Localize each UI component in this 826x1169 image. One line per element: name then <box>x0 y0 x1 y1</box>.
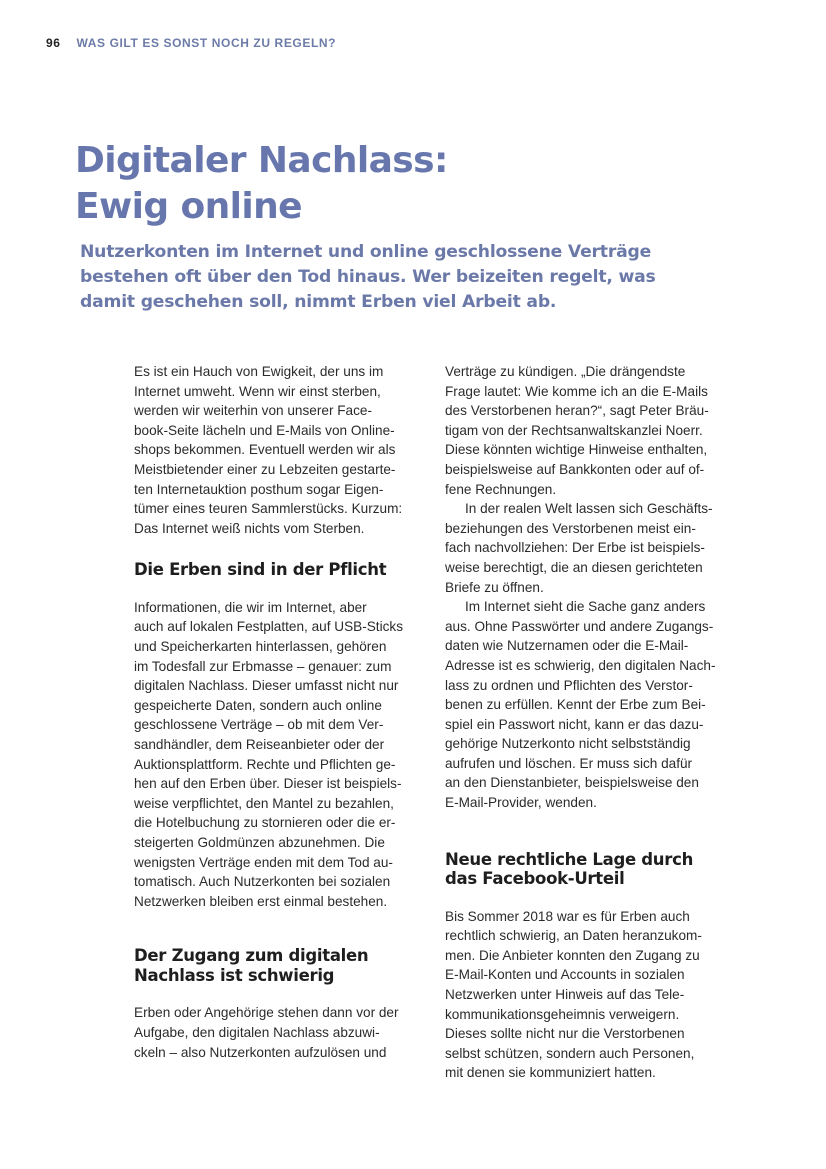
text-line: Dieses sollte nicht nur die Verstorbenen <box>445 1026 685 1042</box>
text-line: Meistbietender einer zu Lebzeiten gestarte- <box>134 461 396 477</box>
text-line: wenigsten Verträge enden mit dem Tod au- <box>134 854 393 870</box>
text-line: gespeicherte Daten, sondern auch online <box>134 697 382 713</box>
text-line: Netzwerken unter Hinweis auf das Tele- <box>445 987 685 1003</box>
text-line: Aufgabe, den digitalen Nachlass abzuwi- <box>134 1024 380 1040</box>
text-line: ten Internetauktion posthum sogar Eigen- <box>134 481 384 497</box>
text-line: aus. Ohne Passwörter und andere Zugangs- <box>445 618 714 634</box>
text-line: hen auf den Erben über. Dieser ist beispiels- <box>134 776 402 792</box>
title-line: Ewig online <box>75 186 302 227</box>
heading-line: Die Erben sind in der Pflicht <box>134 560 387 580</box>
text-line: Frage lautet: Wie komme ich an die E-Mails <box>445 383 708 399</box>
lead-line: Nutzerkonten im Internet und online geschlossene Verträge <box>80 242 652 262</box>
text-line: fach nachvollziehen: Der Erbe ist beispiels- <box>445 540 705 556</box>
text-line: im Todesfall zur Erbmasse – genauer: zum <box>134 658 392 674</box>
body-paragraph <box>445 597 745 813</box>
text-line: Diese könnten wichtige Hinweise enthalten, <box>445 442 708 458</box>
text-line: lass zu ordnen und Pflichten des Verstor- <box>445 677 693 693</box>
text-line: gehörige Nutzerkonto nicht selbstständig <box>445 736 691 752</box>
body-paragraph <box>445 362 745 499</box>
text-line: Netzwerken bleiben erst einmal bestehen. <box>134 893 388 909</box>
text-line: E-Mail-Konten und Accounts in sozialen <box>445 967 685 983</box>
article-title <box>75 138 448 230</box>
text-line: shops bekommen. Eventuell werden wir als <box>134 442 396 458</box>
right-column <box>445 362 745 1083</box>
section-paragraph <box>134 598 434 912</box>
title-line: Digitaler Nachlass: <box>75 140 448 181</box>
text-line: beziehungen des Verstorbenen meist ein- <box>445 520 696 536</box>
text-line: digitalen Nachlass. Dieser umfasst nicht nur <box>134 678 399 694</box>
text-line: spiel ein Passwort nicht, kann er das dazu- <box>445 716 704 732</box>
section-paragraph <box>134 1003 434 1062</box>
text-line: sandhändler, dem Reiseanbieter oder der <box>134 737 385 752</box>
text-line: Briefe zu öffnen. <box>445 579 544 595</box>
text-line: geschlossene Verträge – ob mit dem Ver- <box>134 717 384 733</box>
text-line: werden wir weiterhin von unserer Face- <box>134 403 372 419</box>
heading-line: Neue rechtliche Lage durch <box>445 849 694 869</box>
text-line: Im Internet sieht die Sache ganz anders <box>465 599 706 615</box>
section-heading <box>134 946 434 985</box>
text-line: In der realen Welt lassen sich Geschäfts- <box>465 501 713 517</box>
text-line: daten wie Nutzernamen oder die E-Mail- <box>445 638 689 654</box>
text-line: und Speicherkarten hinterlassen, gehören <box>134 639 387 655</box>
text-line: an den Dienstanbieter, beispielsweise den <box>445 775 699 791</box>
text-line: mit denen sie kommuniziert hatten. <box>445 1065 656 1081</box>
text-line: des Verstorbenen heran?“, sagt Peter Bräu- <box>445 403 709 419</box>
text-line: beispielsweise auf Bankkonten oder auf of- <box>445 461 705 477</box>
text-line: selbst schützen, sondern auch Personen, <box>445 1045 695 1061</box>
text-line: weise berechtigt, die an diesen gerichteten <box>445 559 703 575</box>
heading-line: Nachlass ist schwierig <box>134 965 335 985</box>
text-line: men. Die Anbieter konnten den Zugang zu <box>445 947 700 963</box>
text-line: Internet umweht. Wenn wir einst sterben, <box>134 383 381 399</box>
text-line: E-Mail-Provider, wenden. <box>445 795 597 811</box>
text-line: auch auf lokalen Festplatten, auf USB-Sticks <box>134 619 403 635</box>
heading-line: das Facebook-Urteil <box>445 869 625 889</box>
left-column <box>134 362 434 1062</box>
text-line: aufrufen und löschen. Er muss sich dafür <box>445 755 693 771</box>
text-line: Auktionsplattform. Rechte und Pflichten ge- <box>134 756 396 772</box>
text-line: Adresse ist es schwierig, den digitalen Nach- <box>445 657 716 673</box>
lead-line: damit geschehen soll, nimmt Erben viel Arbeit ab. <box>80 292 557 312</box>
heading-line: Der Zugang zum digitalen <box>134 946 369 966</box>
text-line: Erben oder Angehörige stehen dann vor der <box>134 1005 399 1021</box>
text-line: tomatisch. Auch Nutzerkonten bei sozialen <box>134 874 391 890</box>
article-lead <box>80 240 656 315</box>
text-line: fene Rechnungen. <box>445 481 557 497</box>
text-line: kommunikationsgeheimnis verweigern. <box>445 1006 680 1022</box>
lead-line: bestehen oft über den Tod hinaus. Wer beizeiten regelt, was <box>80 267 656 287</box>
text-line: ckeln – also Nutzerkonten aufzulösen und <box>134 1044 387 1060</box>
text-line: Das Internet weiß nichts vom Sterben. <box>134 520 365 536</box>
text-line: benen zu erfüllen. Kennt der Erbe zum Bei- <box>445 697 706 713</box>
body-paragraph <box>445 499 745 597</box>
section-heading <box>134 560 434 580</box>
text-line: die Hotelbuchung zu stornieren oder die er- <box>134 815 396 831</box>
text-line: tümer eines teuren Sammlerstücks. Kurzum: <box>134 501 403 517</box>
text-line: tigam von der Rechtsanwaltskanzlei Noerr. <box>445 422 703 438</box>
section-paragraph <box>445 907 745 1083</box>
text-line: Verträge zu kündigen. „Die drängendste <box>445 364 686 379</box>
text-line: Es ist ein Hauch von Ewigkeit, der uns im <box>134 364 384 379</box>
section-heading <box>445 850 745 889</box>
text-line: steigerten Goldmünzen abzunehmen. Die <box>134 834 385 850</box>
text-line: book-Seite lächeln und E-Mails von Online- <box>134 422 395 438</box>
text-line: rechtlich schwierig, an Daten heranzukom- <box>445 928 702 944</box>
section-title: WAS GILT ES SONST NOCH ZU REGELN? <box>76 36 337 50</box>
running-head <box>46 36 336 50</box>
intro-paragraph <box>134 362 434 538</box>
text-line: weise verpflichtet, den Mantel zu bezahlen, <box>134 795 394 811</box>
text-line: Bis Sommer 2018 war es für Erben auch <box>445 908 690 924</box>
page-number: 96 <box>46 36 61 50</box>
text-line: Informationen, die wir im Internet, aber <box>134 599 367 615</box>
